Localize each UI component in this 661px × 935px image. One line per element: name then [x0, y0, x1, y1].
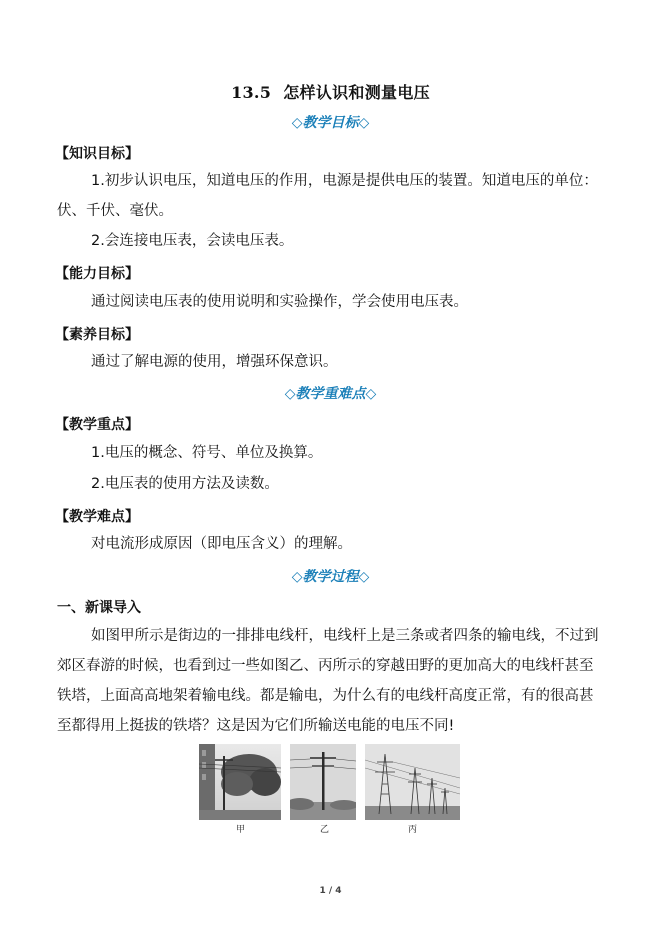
intro-paragraph: 如图甲所示是街边的一排排电线杆，电线杆上是三条或者四条的输电线，不过到郊区春游的时候，也看到过一些如图乙、丙所示的穿越田野的更加高大的电线杆甚至铁塔，上面高高地架着输电线。都是输电，为什么有的电线杆高度正常，有的很高甚至都得用上挺拔的铁塔？这是因为它们所输送电能的电压不同! [57, 628, 599, 734]
figure-caption-bing: 丙 [408, 825, 418, 835]
page-number: 1 / 4 [319, 886, 342, 896]
figure-caption-yi: 乙 [320, 825, 330, 835]
ability-goal-item-1: 通过阅读电压表的使用说明和实验操作，学会使用电压表。 [91, 294, 468, 310]
difficult-point-item-1: 对电流形成原因（即电压含义）的理解。 [91, 536, 352, 552]
knowledge-goal-heading: 【知识目标】 [55, 146, 139, 162]
figure-image-yi [290, 744, 356, 820]
title-text: 怎样认识和测量电压 [283, 83, 430, 102]
key-point-item-1: 1.电压的概念、符号、单位及换算。 [91, 445, 323, 461]
literacy-goal-item-1: 通过了解电源的使用，增强环保意识。 [91, 354, 338, 370]
knowledge-goal-item-1: 1.初步认识电压，知道电压的作用，电源是提供电压的装置。知道电压的单位：伏、千伏、毫伏。 [57, 173, 598, 219]
difficult-point-heading: 【教学难点】 [55, 509, 139, 525]
section-title-process: ◇教学过程◇ [291, 569, 370, 585]
figure-image-jia [199, 744, 281, 820]
knowledge-goal-item-2: 2.会连接电压表，会读电压表。 [91, 233, 294, 249]
literacy-goal-heading: 【素养目标】 [55, 327, 139, 343]
section-title-key-difficult: ◇教学重难点◇ [284, 386, 377, 402]
figure-image-bing [365, 744, 460, 820]
key-point-heading: 【教学重点】 [55, 417, 139, 433]
title-number: 13.5 [231, 83, 272, 102]
ability-goal-heading: 【能力目标】 [55, 266, 139, 282]
key-point-item-2: 2.电压表的使用方法及读数。 [91, 476, 279, 492]
section-title-goals: ◇教学目标◇ [291, 115, 370, 131]
page-title [0, 80, 661, 103]
figure-caption-jia: 甲 [236, 825, 246, 835]
intro-heading: 一、新课导入 [57, 600, 141, 616]
